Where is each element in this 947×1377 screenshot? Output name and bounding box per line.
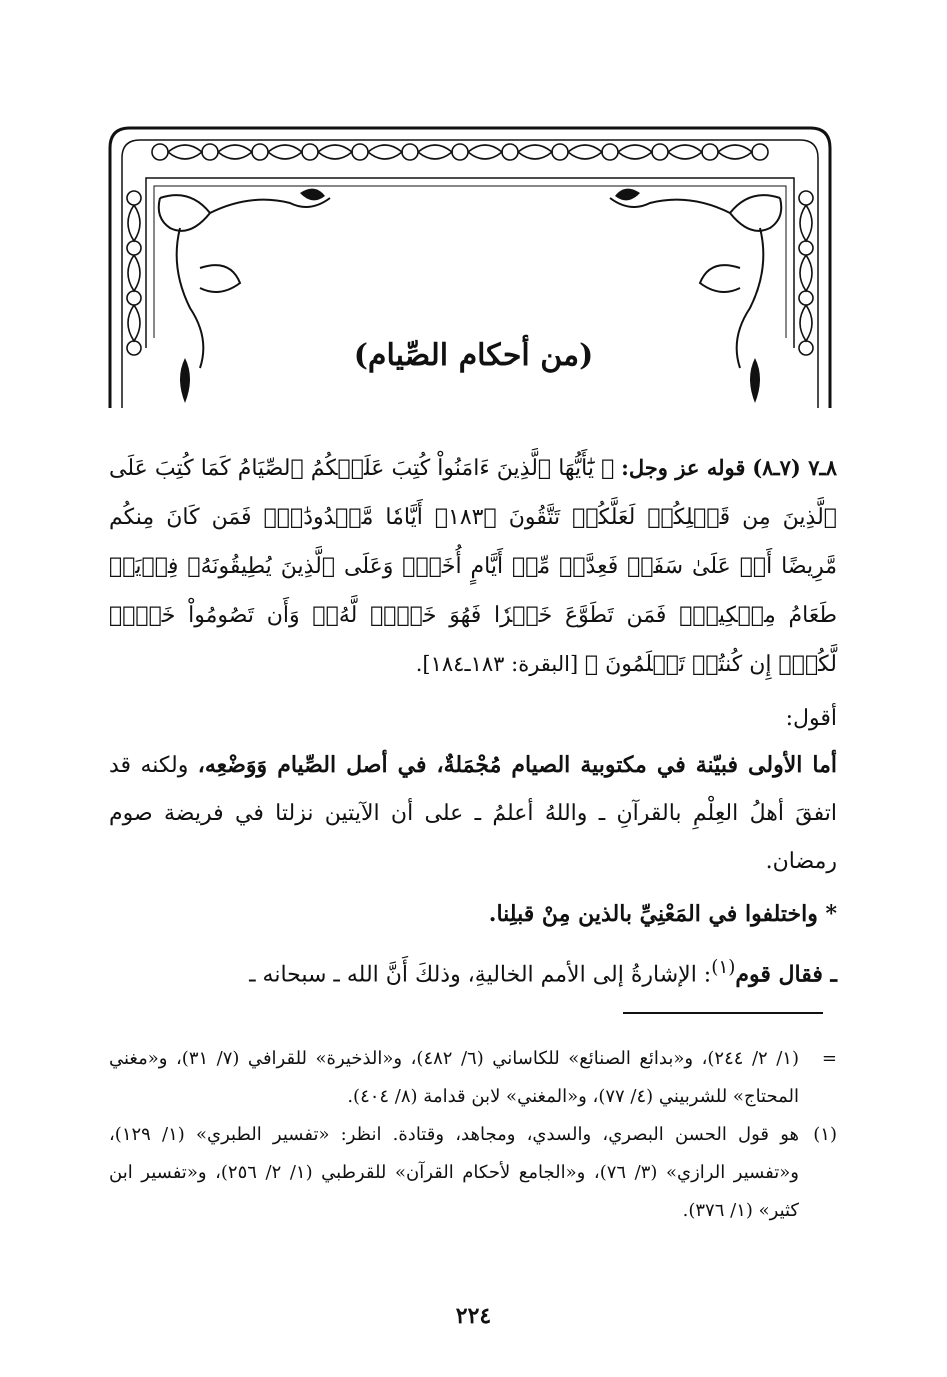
ornamental-header-frame [100, 118, 840, 418]
footnote-ref: (١) [711, 957, 736, 978]
quran-text: ﴿ يَٰٓأَيُّهَا ٱلَّذِينَ ءَامَنُواْ كُتِبَ عَلَيۡكُمُ ٱلصِّيَامُ كَمَا كُتِبَ عَلَى ٱلَّذِينَ مِن قَبۡلِكُمۡ لَعَلَّكُمۡ تَتَّقُونَ ﴿١٨٣﴾ أَيَّامٗا مَّعۡدُودَٰتٖۚ فَمَن كَانَ مِنكُم مَّرِيضًا أَوۡ عَلَىٰ سَفَرٖ فَعِدَّةٞ مِّنۡ أَيَّامٍ أُخَرَۚ وَعَلَى ٱلَّذِينَ يُطِيقُونَهُۥ فِدۡيَةٞ طَعَامُ مِسۡكِينٖۖ فَمَن تَطَوَّعَ خَيۡرٗا فَهُوَ خَيۡرٞ لَّهُۥۚ وَأَن تَصُومُواْ خَيۡرٞ لَّكُمۡۖ إِن كُنتُمۡ تَعۡلَمُونَ ﴾ [109, 456, 837, 677]
paragraph-1-rest: ولكنه قد اتفقَ أهلُ العِلْمِ بالقرآنِ ـ واللهُ أعلمُ ـ على أن الآيتين نزلتا في فريضة صوم رمضان. [109, 753, 837, 874]
verse-section [109, 444, 837, 689]
paragraph-3-rest: : الإشارةُ إلى الأمم الخاليةِ، وذلكَ أَنَّ الله ـ سبحانه ـ [249, 962, 712, 988]
footnotes [109, 1040, 837, 1230]
aqoul-heading: أقول: [785, 706, 837, 731]
page-number: ٢٢٤ [455, 1303, 492, 1329]
verse-intro: قوله عز وجل: [621, 455, 746, 480]
paragraph-3-bold: ـ فقال قوم [735, 961, 837, 988]
footnote-text: (١/ ٢/ ٢٤٤)، و«بدائع الصنائع» للكاساني (٦/ ٤٨٢)، و«الذخيرة» للقرافي (٧/ ٣١)، و«مغني المحتاج» للشربيني (٤/ ٧٧)، و«المغني» لابن قدامة (٨/ ٤٠٤). [109, 1048, 799, 1107]
footnote-item [109, 1116, 837, 1230]
paragraph-1 [109, 741, 837, 886]
verse-number: ٨ـ٧ (٧ـ٨) [752, 455, 837, 480]
paragraph-1-bold: أما الأولى فبيّنة في مكتوبية الصيام مُجْمَلةٌ، في أصل الصِّيام وَوَضْعِه، [197, 752, 837, 778]
footnote-marker: = [821, 1048, 837, 1069]
paragraph-3 [109, 944, 837, 999]
paragraph-2: * واختلفوا في المَعْنِيِّ بالذين مِنْ قبلِنا. [488, 901, 837, 927]
chapter-title: (من أحكام الصِّيام) [353, 338, 594, 373]
ornament-border-icon [100, 118, 840, 418]
footnote-text: هو قول الحسن البصري، والسدي، ومجاهد، وقتادة. انظر: «تفسير الطبري» (١/ ١٢٩)، و«تفسير الرازي» (٣/ ٧٦)، و«الجامع لأحكام القرآن» للقرطبي (١/ ٢/ ٢٥٦)، و«تفسير ابن كثير» (١/ ٣٧٦). [109, 1124, 799, 1221]
footnote-marker: (١) [813, 1124, 837, 1145]
footnote-item [109, 1040, 837, 1116]
verse-reference: [البقرة: ١٨٣ـ١٨٤]. [415, 652, 579, 676]
footnote-divider [623, 1012, 823, 1014]
